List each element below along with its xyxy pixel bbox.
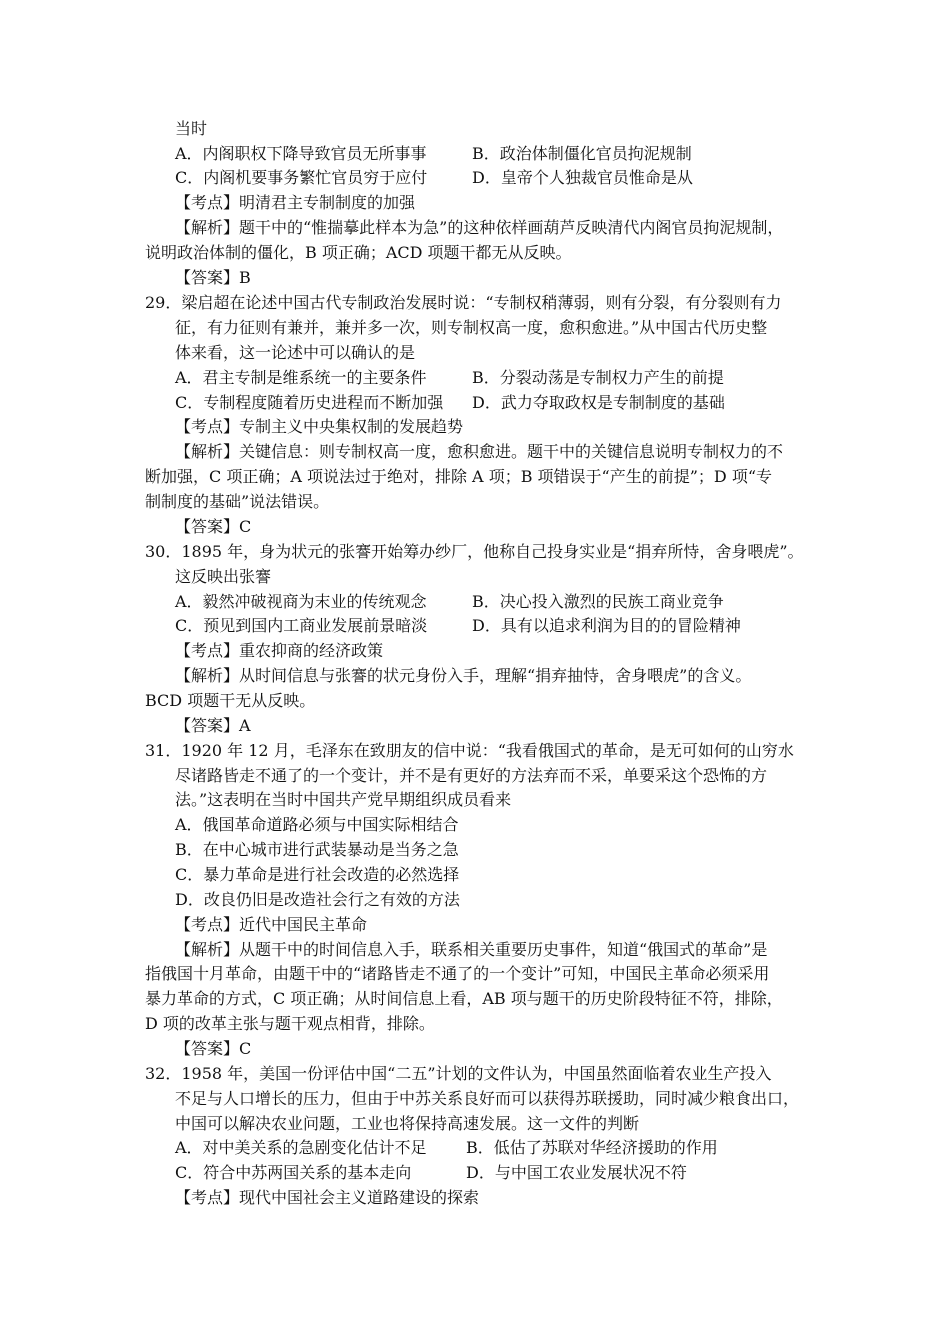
q29-option-a: A．君主专制是维系统一的主要条件 <box>175 368 427 387</box>
q31-analysis-line: 指俄国十月革命，由题干中的“诸路皆走不通了的一个变计”可知，中国民主革命必须采用 <box>145 964 770 983</box>
q31-option-d: D．改良仍旧是改造社会行之有效的方法 <box>175 890 460 909</box>
q29-analysis-line: 断加强，C 项正确；A 项说法过于绝对，排除 A 项；B 项错误于“产生的前提”；D 项“专 <box>145 467 772 486</box>
q31-option-c: C．暴力革命是进行社会改造的必然选择 <box>175 865 460 884</box>
q28-point: 【考点】明清君主专制制度的加强 <box>175 193 416 212</box>
q29-option-b: B．分裂动荡是专制权力产生的前提 <box>472 368 724 387</box>
q30-option-a: A．毅然冲破视商为末业的传统观念 <box>175 592 427 611</box>
q29-answer: 【答案】C <box>175 517 252 536</box>
q28-analysis-line: 说明政治体制的僵化，B 项正确；ACD 项题干都无从反映。 <box>145 243 572 262</box>
q29-option-d: D．武力夺取政权是专制制度的基础 <box>472 393 725 412</box>
q32-point: 【考点】现代中国社会主义道路建设的探索 <box>175 1188 480 1207</box>
q28-answer: 【答案】B <box>175 268 251 287</box>
q29-stem-line: 征，有力征则有兼并，兼并多一次，则专制权高一度，愈积愈进。”从中国古代历史整 <box>175 318 768 337</box>
q32-option-a: A．对中美关系的急剧变化估计不足 <box>175 1138 427 1157</box>
q32-stem-line: 32．1958 年，美国一份评估中国“二五”计划的文件认为，中国虽然面临着农业生产投入 <box>145 1064 772 1083</box>
q31-stem-line: 法。”这表明在当时中国共产党早期组织成员看来 <box>175 790 512 809</box>
q30-option-d: D．具有以追求利润为目的的冒险精神 <box>472 616 741 635</box>
q30-stem-line: 30．1895 年，身为状元的张謇开始筹办纱厂，他称自己投身实业是“捐弃所恃，舍身喂虎”。 <box>145 542 804 561</box>
q28-option-a: A．内阁职权下降导致官员无所事事 <box>175 144 427 163</box>
q29-analysis-line: 制制度的基础”说法错误。 <box>145 492 330 511</box>
q32-stem-line: 中国可以解决农业问题，工业也将保持高速发展。这一文件的判断 <box>175 1114 640 1133</box>
q32-option-b: B．低估了苏联对华经济援助的作用 <box>466 1138 718 1157</box>
q32-option-d: D．与中国工农业发展状况不符 <box>466 1163 687 1182</box>
q29-stem-line: 29．梁启超在论述中国古代专制政治发展时说：“专制权稍薄弱，则有分裂，有分裂则有力 <box>145 293 782 312</box>
q30-analysis-line: 【解析】从时间信息与张謇的状元身份入手，理解“捐弃抽恃，舍身喂虎”的含义。 <box>175 666 752 685</box>
q29-analysis-line: 【解析】关键信息：则专制权高一度，愈积愈进。题干中的关键信息说明专制权力的不 <box>175 442 784 461</box>
q31-analysis-line: D 项的改革主张与题干观点相背，排除。 <box>145 1014 435 1033</box>
q31-answer: 【答案】C <box>175 1039 252 1058</box>
q31-analysis-line: 【解析】从题干中的时间信息入手，联系相关重要历史事件，知道“俄国式的革命”是 <box>175 940 768 959</box>
q31-option-b: B．在中心城市进行武装暴动是当务之急 <box>175 840 459 859</box>
q30-option-c: C．预见到国内工商业发展前景暗淡 <box>175 616 428 635</box>
q29-point: 【考点】专制主义中央集权制的发展趋势 <box>175 417 464 436</box>
q31-analysis-line: 暴力革命的方式，C 项正确；从时间信息上看，AB 项与题干的历史阶段特征不符，排除， <box>145 989 783 1008</box>
q30-stem-line: 这反映出张謇 <box>175 567 272 586</box>
q30-answer: 【答案】A <box>175 716 251 735</box>
q28-option-c: C．内阁机要事务繁忙官员穷于应付 <box>175 168 428 187</box>
q30-option-b: B．决心投入激烈的民族工商业竞争 <box>472 592 724 611</box>
q28-option-d: D．皇帝个人独裁官员惟命是从 <box>472 168 693 187</box>
q28-option-b: B．政治体制僵化官员拘泥规制 <box>472 144 692 163</box>
q29-option-c: C．专制程度随着历史进程而不断加强 <box>175 393 444 412</box>
q30-analysis-line: BCD 项题干无从反映。 <box>145 691 316 710</box>
q29-stem-line: 体来看，这一论述中可以确认的是 <box>175 343 416 362</box>
q32-stem-line: 不足与人口增长的压力，但由于中苏关系良好而可以获得苏联援助，同时减少粮食出口， <box>175 1089 800 1108</box>
q31-option-a: A．俄国革命道路必须与中国实际相结合 <box>175 815 459 834</box>
q30-point: 【考点】重农抑商的经济政策 <box>175 641 384 660</box>
q31-stem-line: 31．1920 年 12 月，毛泽东在致朋友的信中说：“我看俄国式的革命，是无可如何的山穷水 <box>145 741 794 760</box>
q28-stem-tail: 当时 <box>175 119 208 138</box>
q28-analysis-line: 【解析】题干中的“惟揣摹此样本为急”的这种依样画葫芦反映清代内阁官员拘泥规制， <box>175 218 784 237</box>
q31-stem-line: 尽诸路皆走不通了的一个变计，并不是有更好的方法弃而不采，单要采这个恐怖的方 <box>175 766 768 785</box>
q32-option-c: C．符合中苏两国关系的基本走向 <box>175 1163 412 1182</box>
q31-point: 【考点】近代中国民主革命 <box>175 915 368 934</box>
